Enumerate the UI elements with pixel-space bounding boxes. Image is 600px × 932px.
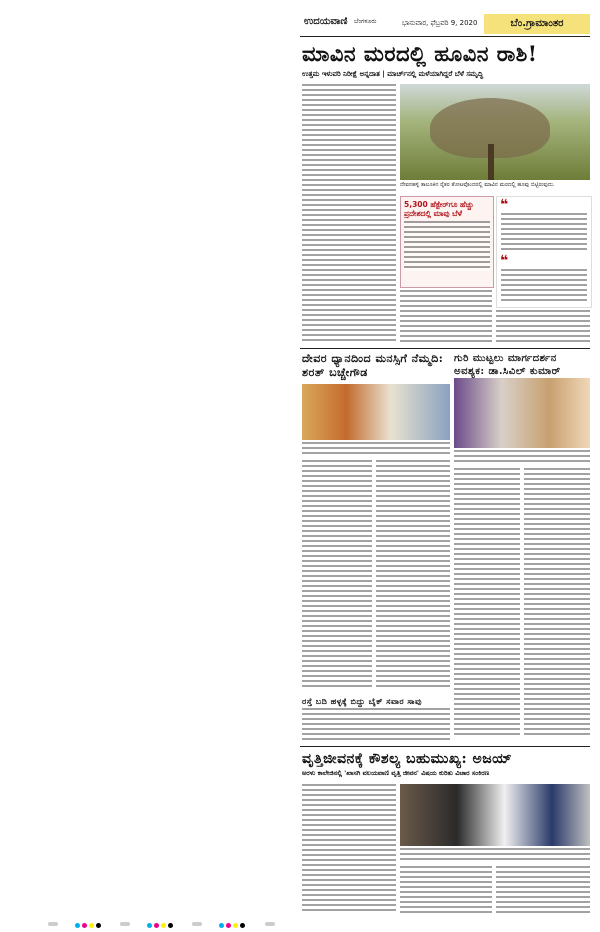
story2-caption [302, 442, 450, 456]
tree-trunk-shape [488, 144, 494, 180]
newspaper-page [300, 12, 590, 912]
story3-body-col2 [524, 468, 590, 738]
magenta-mark [226, 923, 231, 928]
divider [300, 348, 590, 349]
story5-body-col3 [496, 866, 590, 914]
story5-subhead: ಅರಳು ಕಾಲೇಜಿನಲ್ಲಿ 'ಖಾಸಗಿ ವಲಯವಾಣಿ ವೃತ್ತಿ ಜೀವನ' ವಿಷಯ ಕುರಿತು ವಿಚಾರ ಸಂಕಿರಣ [302, 769, 490, 777]
story5-body-col2 [400, 866, 492, 914]
masthead-edition: ಬೆಂಗಳೂರು [354, 18, 377, 25]
story5-caption [400, 848, 590, 862]
divider [300, 746, 590, 747]
story1-box-text [404, 221, 490, 271]
story5-headline: ವೃತ್ತಿಜೀವನಕ್ಕೆ ಕೌಶಲ್ಯ ಬಹುಮುಖ್ಯ: ಅಜಯ್ [302, 751, 513, 767]
story1-body-col2 [400, 290, 492, 344]
story1-info-box [400, 196, 494, 288]
masthead-date: ಭಾನುವಾರ, ಫೆಬ್ರವರಿ 9, 2020 [402, 19, 478, 27]
magenta-mark [154, 923, 159, 928]
black-mark [240, 923, 245, 928]
cyan-mark [147, 923, 152, 928]
story3-headline: ಗುರಿ ಮುಟ್ಟಲು ಮಾರ್ಗದರ್ಶನ ಅವಶ್ಯಕ: ಡಾ.ಸಿವಿಲ್ ಕುಮಾರ್ [454, 353, 561, 377]
story1-headline: ಮಾವಿನ ಮರದಲ್ಲಿ ಹೂವಿನ ರಾಶಿ! [302, 41, 538, 66]
reg-mark [265, 922, 275, 926]
story1-photo [400, 84, 590, 180]
quote-icon: ❝ [500, 253, 509, 269]
reg-mark [48, 922, 58, 926]
story3-body-col1 [454, 468, 520, 738]
reg-mark [192, 922, 202, 926]
yellow-mark [233, 923, 238, 928]
section-label: ಬೆಂ.ಗ್ರಾಮಾಂತರ [484, 14, 590, 34]
story4-headline: ರಸ್ತೆ ಬದಿ ಹಳ್ಳಕ್ಕೆ ಬಿದ್ದು ಬೈಕ್ ಸವಾರ ಸಾವು [302, 696, 423, 706]
story4-body [302, 708, 450, 742]
story1-body-col1 [302, 84, 396, 344]
print-registration-marks [36, 913, 596, 919]
quote-text-1 [501, 213, 587, 253]
story3-photo [454, 378, 590, 448]
cyan-mark [219, 923, 224, 928]
story2-headline: ದೇವರ ಧ್ಯಾನದಿಂದ ಮನಸ್ಸಿಗೆ ನೆಮ್ಮದಿ: ಶರತ್ ಬಚ್ಚೇಗೌಡ [302, 352, 444, 379]
black-mark [96, 923, 101, 928]
reg-mark [120, 922, 130, 926]
magenta-mark [82, 923, 87, 928]
black-mark [168, 923, 173, 928]
cyan-mark [75, 923, 80, 928]
yellow-mark [161, 923, 166, 928]
masthead-logo: ಉದಯವಾಣಿ [304, 16, 348, 27]
story2-photo [302, 384, 450, 440]
quote-icon: ❝ [500, 197, 509, 213]
story5-body-col1 [302, 784, 396, 914]
story2-body-col2 [376, 460, 450, 690]
story2-body-col1 [302, 460, 372, 690]
masthead [300, 12, 590, 37]
story1-subhead: ಉತ್ತಮ ಇಳುವರಿ ನಿರೀಕ್ಷೆ ಅನ್ನದಾತ | ಮಾರ್ಚ್‌ನಲ್ಲಿ ಮಳೆಯಾಗಿದ್ದರೆ ಬೆಳೆ ಸಮೃದ್ಧಿ [302, 70, 484, 78]
story1-body-col3 [496, 310, 590, 344]
story1-caption: ದೇವನಹಳ್ಳಿ ತಾಲೂಕಿನ ರೈತರ ತೋಟವೊಂದರಲ್ಲಿ ಮಾವಿನ ಮರದಲ್ಲಿ ಹೂವು ಬಿಟ್ಟಿರುವುದು. [400, 182, 555, 188]
story1-quote-box [496, 196, 592, 308]
yellow-mark [89, 923, 94, 928]
quote-text-2 [501, 269, 587, 301]
story5-photo [400, 784, 590, 846]
story3-caption [454, 450, 590, 464]
story1-box-title: 5,300 ಹೆಕ್ಟೇರ್‌ಗೂ ಹೆಚ್ಚು ಪ್ರದೇಶದಲ್ಲಿ ಮಾವು ಬೆಳೆ [404, 200, 474, 218]
